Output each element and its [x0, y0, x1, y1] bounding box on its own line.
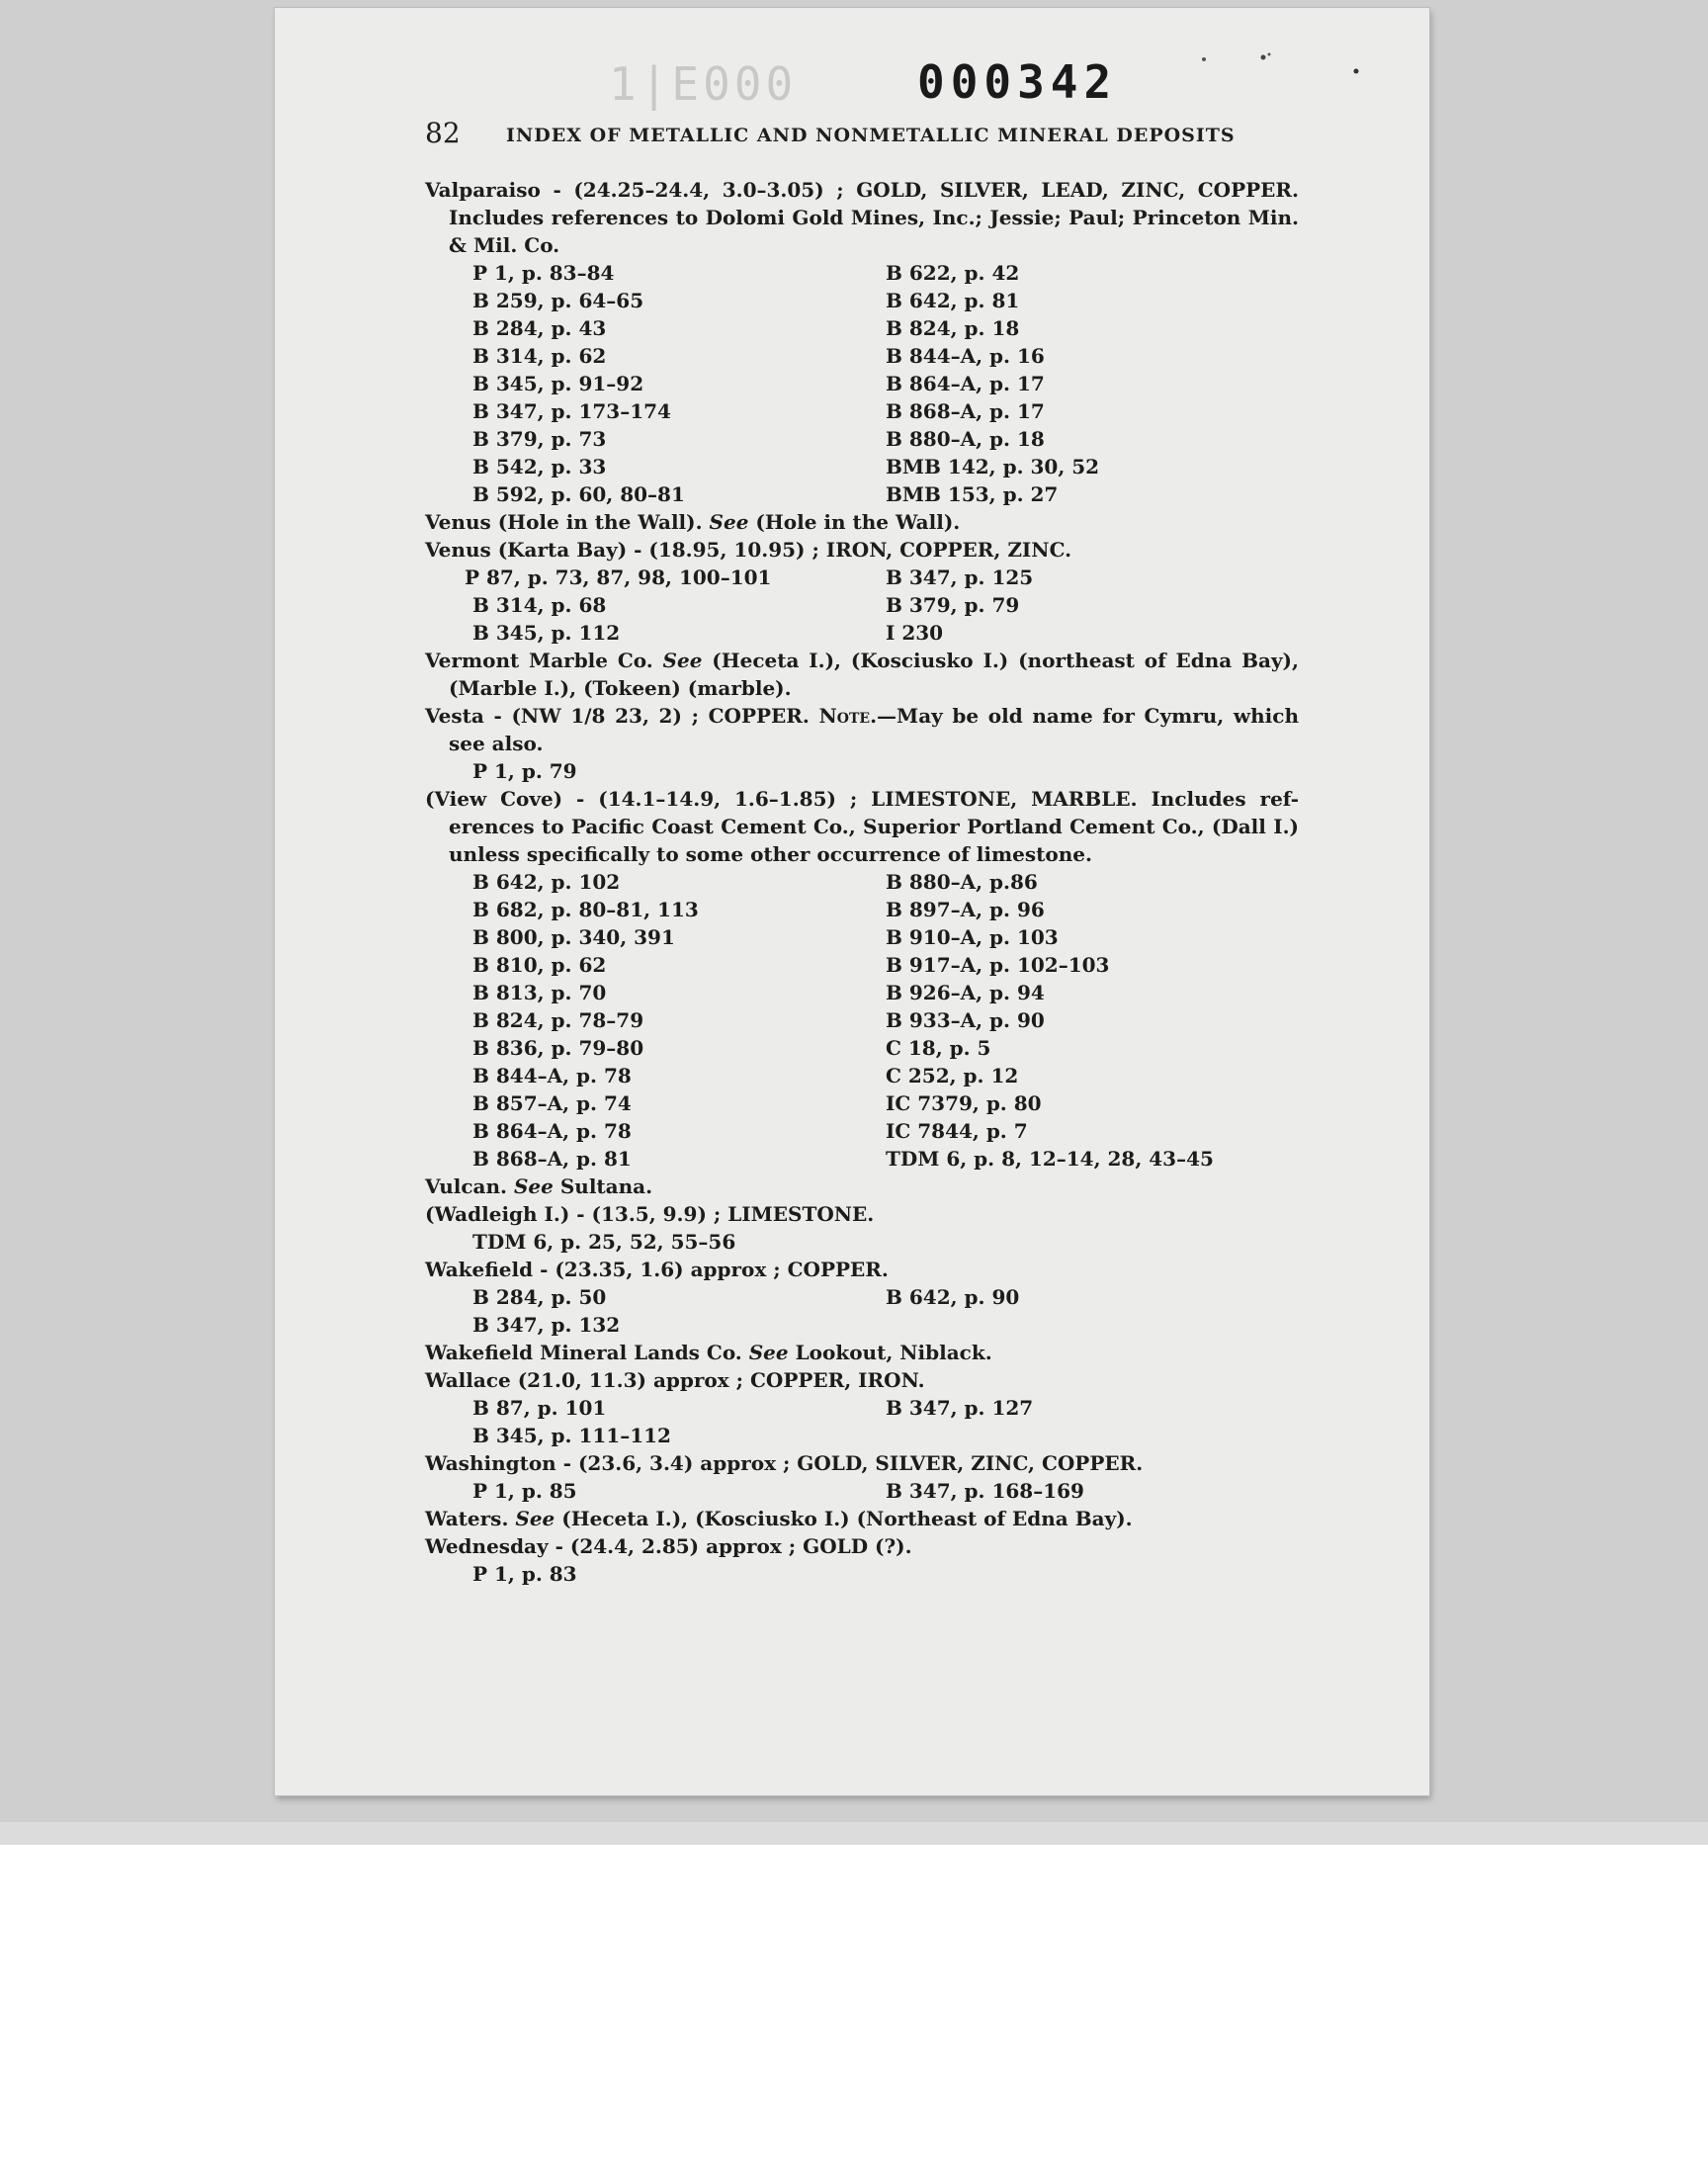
index-line: [425, 1256, 1299, 1283]
reference-left: B 347, p. 132: [472, 1313, 621, 1337]
index-line: [425, 287, 1299, 314]
reference-left: B 642, p. 102: [472, 870, 621, 894]
reference-left: B 345, p. 112: [472, 621, 621, 645]
reference-left: B 868–A, p. 81: [472, 1147, 632, 1171]
reference-right: B 910–A, p. 103: [886, 925, 1059, 949]
index-line: [425, 1366, 1299, 1394]
reference-right: IC 7379, p. 80: [886, 1091, 1042, 1115]
entry-text: (Marble I.), (Tokeen) (marble).: [449, 676, 792, 700]
reference-right: B 917–A, p. 102–103: [886, 953, 1110, 977]
reference-right: B 642, p. 90: [886, 1285, 1020, 1309]
entry-target: .—May be old name for Cymru, which: [870, 704, 1299, 728]
reference-left: B 810, p. 62: [472, 953, 607, 977]
index-line: [425, 785, 1299, 813]
reference-left: P 1, p. 85: [472, 1479, 577, 1503]
page-header: [425, 117, 1287, 156]
index-line: [425, 619, 1299, 647]
index-line: [425, 1449, 1299, 1477]
page-number: 82: [425, 117, 461, 149]
reference-right: IC 7844, p. 7: [886, 1119, 1028, 1143]
scan-specks: [1194, 51, 1372, 81]
index-line: [425, 1117, 1299, 1145]
reference-left: B 857–A, p. 74: [472, 1091, 632, 1115]
index-line: [425, 1200, 1299, 1228]
index-line: [425, 397, 1299, 425]
scan-bottom-edge: [0, 1822, 1708, 1845]
reference-right: C 18, p. 5: [886, 1036, 991, 1060]
see-reference: See: [748, 1341, 789, 1364]
entry-text: unless specifically to some other occurrence of limestone.: [449, 842, 1092, 866]
entry-target: Lookout, Niblack.: [788, 1341, 992, 1364]
reference-right: B 864–A, p. 17: [886, 372, 1045, 395]
entry-text: [425, 1174, 652, 1198]
index-line: [425, 508, 1299, 536]
see-reference: See: [513, 1174, 554, 1198]
reference-right: B 824, p. 18: [886, 316, 1020, 340]
index-line: [425, 979, 1299, 1006]
entry-text: [425, 647, 1299, 674]
reference-left: TDM 6, p. 25, 52, 55–56: [472, 1230, 736, 1254]
entry-text: Washington - (23.6, 3.4) approx ; GOLD, SILVER, ZINC, COPPER.: [425, 1451, 1144, 1475]
reference-right: B 933–A, p. 90: [886, 1008, 1045, 1032]
reference-left: B 259, p. 64–65: [472, 289, 644, 312]
reference-left: B 864–A, p. 78: [472, 1119, 632, 1143]
index-line: [425, 1283, 1299, 1311]
entry-text: Venus (Karta Bay) - (18.95, 10.95) ; IRON, COPPER, ZINC.: [425, 538, 1072, 562]
index-line: [425, 813, 1299, 840]
entry-heading: Venus (Hole in the Wall).: [425, 510, 710, 534]
reference-left: P 87, p. 73, 87, 98, 100–101: [465, 566, 772, 589]
reference-left: B 542, p. 33: [472, 455, 607, 478]
reference-left: P 1, p. 83: [472, 1562, 577, 1586]
see-reference: See: [709, 510, 749, 534]
index-line: [425, 1505, 1299, 1532]
entry-heading: Vulcan.: [425, 1174, 514, 1198]
index-line: [425, 591, 1299, 619]
index-line: [425, 536, 1299, 564]
index-line: [425, 370, 1299, 397]
index-line: [425, 730, 1299, 757]
reference-right: B 642, p. 81: [886, 289, 1020, 312]
reference-right: B 347, p. 125: [886, 566, 1034, 589]
index-entries: [425, 176, 1299, 1588]
index-line: [425, 702, 1299, 730]
faint-stamp-number: 1|E000: [609, 57, 798, 111]
reference-left: B 284, p. 43: [472, 316, 607, 340]
index-line: [425, 1422, 1299, 1449]
entry-text: erences to Pacific Coast Cement Co., Superior Portland Cement Co., (Dall I.): [449, 815, 1299, 838]
entry-text: Includes references to Dolomi Gold Mines, Inc.; Jessie; Paul; Princeton Min.: [449, 206, 1299, 229]
index-line: [425, 1006, 1299, 1034]
entry-text: Wallace (21.0, 11.3) approx ; COPPER, IRON.: [425, 1368, 925, 1392]
entry-target: (Hole in the Wall).: [748, 510, 961, 534]
reference-right: B 880–A, p.86: [886, 870, 1038, 894]
index-line: [425, 840, 1299, 868]
entry-text: (Wadleigh I.) - (13.5, 9.9) ; LIMESTONE.: [425, 1202, 875, 1226]
index-line: [425, 647, 1299, 674]
reference-left: B 347, p. 173–174: [472, 399, 671, 423]
index-line: [425, 1034, 1299, 1062]
index-line: [425, 896, 1299, 923]
index-line: [425, 453, 1299, 480]
reference-right: B 868–A, p. 17: [886, 399, 1045, 423]
entry-text: [425, 510, 960, 534]
see-reference: See: [515, 1507, 555, 1530]
reference-left: B 345, p. 111–112: [472, 1424, 671, 1447]
index-line: [425, 176, 1299, 204]
reference-right: B 347, p. 168–169: [886, 1479, 1084, 1503]
reference-left: B 314, p. 68: [472, 593, 607, 617]
reference-left: B 284, p. 50: [472, 1285, 607, 1309]
index-line: [425, 231, 1299, 259]
index-line: [425, 1477, 1299, 1505]
index-line: [425, 868, 1299, 896]
reference-left: B 379, p. 73: [472, 427, 607, 451]
reference-right: B 622, p. 42: [886, 261, 1020, 285]
note-label: Note: [818, 704, 871, 728]
entry-text: [425, 1507, 1133, 1530]
reference-right: B 897–A, p. 96: [886, 898, 1045, 921]
index-line: [425, 757, 1299, 785]
entry-text: & Mil. Co.: [449, 233, 560, 257]
index-line: [425, 1173, 1299, 1200]
reference-left: B 800, p. 340, 391: [472, 925, 675, 949]
running-title: INDEX OF METALLIC AND NONMETALLIC MINERAL DEPOSITS: [506, 125, 1236, 146]
reference-right: BMB 142, p. 30, 52: [886, 455, 1100, 478]
reference-right: B 926–A, p. 94: [886, 981, 1045, 1004]
see-reference: See: [662, 649, 703, 672]
index-line: [425, 480, 1299, 508]
index-line: [425, 1394, 1299, 1422]
index-line: [425, 342, 1299, 370]
entry-heading: Waters.: [425, 1507, 516, 1530]
entry-text: see also.: [449, 732, 544, 755]
reference-right: C 252, p. 12: [886, 1064, 1019, 1088]
index-line: [425, 259, 1299, 287]
reference-left: B 592, p. 60, 80–81: [472, 482, 685, 506]
index-line: [425, 1532, 1299, 1560]
reference-left: B 844–A, p. 78: [472, 1064, 632, 1088]
reference-left: B 682, p. 80–81, 113: [472, 898, 699, 921]
index-line: [425, 425, 1299, 453]
entry-heading: Vermont Marble Co.: [425, 649, 663, 672]
reference-left: B 836, p. 79–80: [472, 1036, 644, 1060]
reference-right: B 379, p. 79: [886, 593, 1020, 617]
reference-left: B 87, p. 101: [472, 1396, 607, 1420]
entry-target: Sultana.: [553, 1174, 653, 1198]
index-line: [425, 1089, 1299, 1117]
reference-right: TDM 6, p. 8, 12–14, 28, 43–45: [886, 1147, 1214, 1171]
entry-text: (View Cove) - (14.1–14.9, 1.6–1.85) ; LIMESTONE, MARBLE. Includes ref-: [425, 787, 1299, 811]
index-line: [425, 1228, 1299, 1256]
reference-left: B 314, p. 62: [472, 344, 607, 368]
reference-right: B 347, p. 127: [886, 1396, 1034, 1420]
reference-right: I 230: [886, 621, 944, 645]
reference-right: B 844–A, p. 16: [886, 344, 1045, 368]
index-line: [425, 1311, 1299, 1339]
page-stamp-number: 000342: [917, 55, 1118, 109]
entry-text: Valparaiso - (24.25–24.4, 3.0–3.05) ; GOLD, SILVER, LEAD, ZINC, COPPER.: [425, 178, 1299, 202]
reference-right: B 880–A, p. 18: [886, 427, 1045, 451]
index-line: [425, 1145, 1299, 1173]
index-line: [425, 314, 1299, 342]
entry-text: Wednesday - (24.4, 2.85) approx ; GOLD (?).: [425, 1534, 912, 1558]
index-line: [425, 1062, 1299, 1089]
reference-left: B 824, p. 78–79: [472, 1008, 644, 1032]
entry-target: (Heceta I.), (Kosciusko I.) (northeast of Edna Bay),: [702, 649, 1299, 672]
entry-text: [425, 1341, 992, 1364]
index-line: [425, 1339, 1299, 1366]
reference-right: BMB 153, p. 27: [886, 482, 1059, 506]
reference-left: P 1, p. 79: [472, 759, 577, 783]
entry-heading: Wakefield Mineral Lands Co.: [425, 1341, 749, 1364]
index-line: [425, 923, 1299, 951]
reference-left: B 345, p. 91–92: [472, 372, 644, 395]
reference-left: B 813, p. 70: [472, 981, 607, 1004]
index-line: [425, 951, 1299, 979]
index-line: [425, 1560, 1299, 1588]
index-line: [425, 674, 1299, 702]
reference-left: P 1, p. 83–84: [472, 261, 615, 285]
index-line: [425, 204, 1299, 231]
entry-text: [425, 702, 1299, 730]
entry-heading: Vesta - (NW 1/8 23, 2) ; COPPER.: [425, 704, 819, 728]
entry-text: Wakefield - (23.35, 1.6) approx ; COPPER.: [425, 1258, 889, 1281]
entry-target: (Heceta I.), (Kosciusko I.) (Northeast of Edna Bay).: [555, 1507, 1133, 1530]
index-line: [425, 564, 1299, 591]
